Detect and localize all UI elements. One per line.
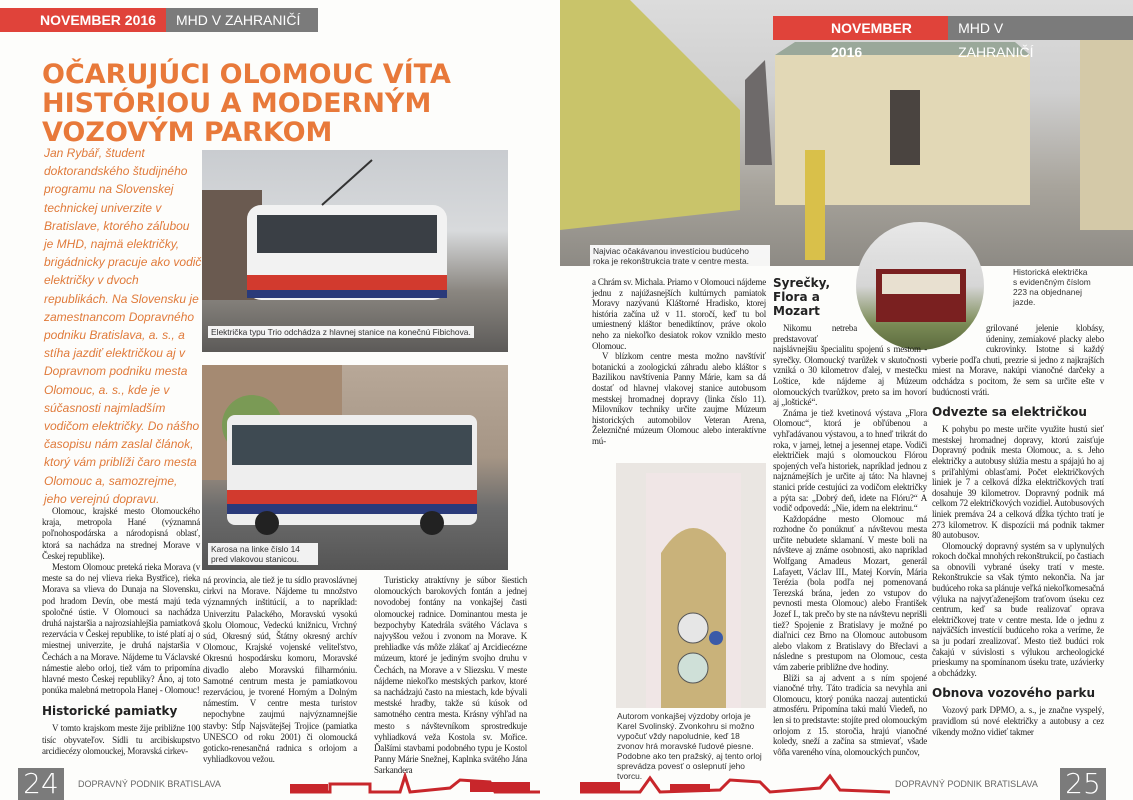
paragraph: grilované jelenie klobásy, údeniny, zemiakové placky alebo cukrovinky. Istotne si každý vyberie podľa chuti, prezrie si jedno z najkrajších miest na Morave, nakúpi vianočné darčeky a odchádza s pocitom, že sem sa určite ešte v budúcnosti vráti. [932, 323, 1104, 397]
footer-publisher: DOPRAVNÝ PODNIK BRATISLAVA [895, 779, 1038, 789]
section-label: MHD V ZAHRANIČÍ [948, 16, 1133, 40]
section-label: MHD V ZAHRANIČÍ [166, 8, 318, 32]
paragraph: Známa je tiež kvetinová výstava „Flora Olomouc“, ktorá je obľúbenou a vyhľadávanou výstavou, a to hneď trikrát do roka, v jarnej, letnej a jesennej etape. Vodiči električiek majú s olomouckou Flórou spojených veľa historiek, napríklad jednou z najznámejších je určite aj táto: Na hlavnej stanici príde cestujúci za vodičom električky a pýta sa: „Dobrý deň, idete na Flóru?“ A vodič odpovedá: „Nie, idem na elektrinu.“ [773, 407, 927, 514]
photo-bus-karosa [202, 365, 508, 570]
photo-caption: Karosa na linke číslo 14 pred vlakovou stanicou. [208, 543, 318, 565]
paragraph: ná provincia, ale tiež je tu sídlo pravoslávnej cirkvi na Morave. Nájdeme tu množstvo významných inštitúcií, a to napríklad: Univerzitu Palackého, Moravskú vysokú školu Olomouc, Vedeckú knižnicu, Vrchný súd, Okresný súd, Štátny okresný archív Olomouc, Krajské vojenské veliteľstvo, Okresnú hospodársku komoru, Moravské divadlo alebo Moravskú filharmóniu. Samotné centrum mesta je pamiatkovou rezerváciou, je tvorené Horným a Dolným námestím. V centre mesta turistov nepochybne zaujmú najvýznamnejšie stavby: Stĺp Najsvätejšej Trojice (pamiatka UNESCO od roku 2001) či olomoucká goticko-renesančná radnica s orlojom a vyhliadkovou vežou. [203, 575, 357, 765]
text-column-1 [592, 277, 766, 447]
text-column-2 [203, 575, 357, 765]
article-title: OČARUJÚCI OLOMOUC VÍTA HISTÓRIOU A MODERNÝM VOZOVÝM PARKOM [42, 59, 451, 148]
paragraph: K pohybu po meste určite využite hustú sieť mestskej hromadnej dopravy, ktorú zaisťuje Dopravný podnik mesta Olomouc, a. s. Jeho električky a autobusy slúžia mestu a spájajú ho aj s priľahlými oblasťami. Počet električkových liniek je 7 a celková dĺžka električkových tratí dosahuje 39 kilometrov. Dopravný podnik má celkom 72 električkových vozidiel. Autobusových liniek premáva 24 a celková dĺžka týchto tratí je 273 kilometrov. K dispozícii má podnik takmer 80 autobusov. [932, 424, 1104, 541]
page-left [0, 0, 560, 800]
tram-skyline-icon [290, 772, 540, 796]
issue-label: NOVEMBER 2016 [773, 16, 948, 40]
subheading: Historické pamiatky [42, 704, 178, 719]
tram-skyline-icon [580, 772, 890, 796]
subheading: Obnova vozového parku [932, 686, 1096, 701]
photo-astronomical-clock [616, 463, 766, 708]
circle-photo-caption: Historická električka s evidenčným číslom 223 na objednanej jazde. [1013, 267, 1091, 307]
paragraph: Mestom Olomouc preteká rieka Morava (v meste sa do nej vlieva rieka Bystřice), rieka Morava sa vlieva do Dunaja na Slovensku, pod hradom Devín, obe mestá majú teda spoločné ústie. V Olomouci sa nachádza druhá najstaršia a najrozsiahlejšia pamiatková rezervácia v Českej republike, to isté platí aj o miestnej univerzite, je druhá najstaršia v Čechách a na Morave. Nájdeme tu Václavské námestie alebo orloj, tiež vám to pripomína hlavné mesto Českej republiky? Áno, aj toto ponúka malebná metropola Hanej - Olomouc! [42, 562, 200, 696]
tram-illustration [202, 150, 508, 352]
subheading: Odvezte sa električkou [932, 405, 1087, 420]
paragraph: V tomto krajskom meste žije približne 100 tisíc obyvateľov. Sídli tu arcibiskupstvo arcidiecézy olomouckej, Moravská cirkev- [42, 723, 200, 756]
text-column-1 [42, 506, 200, 757]
paragraph: Blíži sa aj advent a s ním spojené vianočné trhy. Táto tradícia sa nevyhla ani Olomoucu, ktorý ponúka naozaj autentickú atmosféru. Pripomína takú malú Viedeň, no len si to predstavte: stojíte pred olomouckým orlojom z 15. storočia, hrajú vianočné koledy, sneží a začína sa stmievať, všade vôňa vareného vína, olomouckých punčov, [773, 672, 927, 757]
text-column-3 [932, 323, 1104, 737]
circle-wrap-spacer [932, 323, 986, 353]
paragraph: Nikomu netreba predstavovať najslávnejšiu špecialitu spojenú s mestom - syrečky. Olomoucký tvarůžek v skutočnosti vzniká o 30 kilometrov ďalej, v mestečku Loštice, kde nájdeme aj Múzeum olomouckých tvarůžkov, preto sa im hovorí aj „loštické“. [773, 323, 927, 408]
page-number: 24 [18, 768, 64, 800]
paragraph: Každopádne mesto Olomouc má rozhodne čo ponúknuť a návštevou mesta určite nebudete sklamaní. V meste boli na návšteve aj známe osobnosti, ako napríklad Wolfgang Amadeus Mozart, generál Lafayett, Václav III., Matej Korvín, Mária Terézia (bola podľa nej pomenovaná Terezská brána, jeden zo vstupov do pevnosti mesta Olomouc) alebo František Jozef I., tak prečo by ste na návštevu neprišli tiež? Spojenie z Bratislavy je možné po diaľnici cez Brno na Olomouc autobusom alebo vlakom z Bratislavy do Břeclavi a následne s prestupom na Olomouc, cesta vám zaberie približne dve hodiny. [773, 513, 927, 672]
text-column-2 [773, 276, 927, 757]
paragraph: Vozový park DPMO, a. s., je značne vyspelý, pravidlom sú nové električky a autobusy a cez víkendy možno vidieť takmer [932, 705, 1104, 737]
page-right [560, 0, 1133, 800]
photo-caption: Najviac očakávanou investíciou budúceho roka je rekonštrukcia trate v centre mesta. [590, 245, 770, 266]
paragraph: Olomoucký dopravný systém sa v uplynulých rokoch dočkal mnohých rekonštrukcií, po častiach sa obnovili vybrané úseky tratí v meste. Rekonštrukcie sa však týmto nekončia. Na jar budúceho roka sa plánuje veľká niekoľkomesačná výluka na najvyťaženejšom traťovom úseku cez centrum, keď sa bude realizovať oprava električkovej trate v centre mesta. Ide o jednu z najväčších investícií budúceho roka a veríme, že sa ju podarí zrealizovať. Mesto tiež budúci rok čakajú v súvislosti s výlukou archeologické prieskumy na spomínanom úseku trate, uzávierky a obchádzky. [932, 540, 1104, 678]
orloj-illustration [616, 463, 766, 708]
footer-publisher: DOPRAVNÝ PODNIK BRATISLAVA [78, 779, 221, 789]
circle-wrap-spacer [857, 276, 927, 344]
paragraph: a Chrám sv. Michala. Priamo v Olomouci nájdeme jednu z najúžasnejších kultúrnych pamiatok Moravy nazývanú Kláštorné Hradisko, ktorej história začína už v 11. storočí, keď tu bol umiestnený kláštor benediktínov, práve okolo neho za niekoľko desiatok rokov vzniklo mesto Olomouc. [592, 277, 766, 351]
paragraph: Turisticky atraktívny je súbor šiestich olomouckých barokových fontán a jednej novodobej fontány na vonkajšej časti olomouckej radnice. Dominantou mesta je bezpochyby Katedrála svätého Václava s najvyššou vežou i zvonom na Morave. K prehliadke vás môže zlákať aj Arcidiecézne múzeum, ktoré je jediným svojho druhu v Čechách, na Morave a v Sliezsku. V meste nájdeme niekoľko mestských parkov, ktoré sa nachádzajú často na miestach, kde bývali mestské hradby, takže sú kúsok od samotného centra mesta. Krásny výhľad na mesto s návštevníkom sprostredkuje vyhliadková veža Kostola sv. Mořice. Ďalšími stavbami podobného typu je Kostol Panny Márie Snežnej, Kaplnka svätého Jána Sarkandera [374, 575, 527, 776]
photo-caption: Električka typu Trio odchádza z hlavnej stanice na konečnú Fibichova. [208, 326, 474, 338]
orloj-caption: Autorom vonkajšej výzdoby orloja je Karel Svolinský. Zvonkohru si možno vypočuť vždy napoludnie, keď 18 zvonov hrá moravské ľudové piesne. Podobne ako ten pražský, aj tento orloj sprevádza povesť o oslepnutí jeho tvorcu. [617, 711, 762, 781]
author-intro: Jan Rybář, študent doktorandského študijného programu na Slovenskej technickej univerzite v Bratislave, ktorého záľubou je MHD, najmä električky, brigádnicky pracuje ako vodič električky v dvoch republikách. Na Slovensku je zamestnancom Dopravného podniku Bratislava, a. s., a stíha jazdiť električkou aj v Dopravnom podniku mesta Olomouc, a. s., kde je v súčasnosti najmladším vodičom električky. Do nášho časopisu nám zaslal článok, ktorý vám priblíži čaro mesta Olomouc a, samozrejme, jeho verejnú dopravu. [44, 146, 202, 506]
text-column-3 [374, 575, 527, 777]
page-number: 25 [1060, 768, 1106, 800]
photo-tram-trio [202, 150, 508, 352]
paragraph: Olomouc, krajské mesto Olomouckého kraja, metropola Hané (významná poľnohospodárska a národopisná oblasť, ktorá sa nachádza na strednej Morave v Českej republike). [42, 506, 200, 561]
issue-label: NOVEMBER 2016 [0, 8, 166, 32]
bus-illustration [202, 365, 508, 570]
subheading: Syrečky, Flora a Mozart [773, 276, 831, 318]
section-header [773, 16, 1133, 60]
paragraph: V blízkom centre mesta možno navštíviť botanickú a zoologickú záhradu alebo kláštor s Bazilikou navštívenia Panny Márie, kam sa dá dostať od hlavnej vlakovej stanice autobusom mestskej hromadnej dopravy (linka číslo 11). Milovníkov techniky určite zaujme Múzeum historických automobilov Veteran Arena, Železničné múzeum Olomouc alebo interaktívne mú- [592, 351, 766, 446]
section-header [0, 8, 318, 32]
